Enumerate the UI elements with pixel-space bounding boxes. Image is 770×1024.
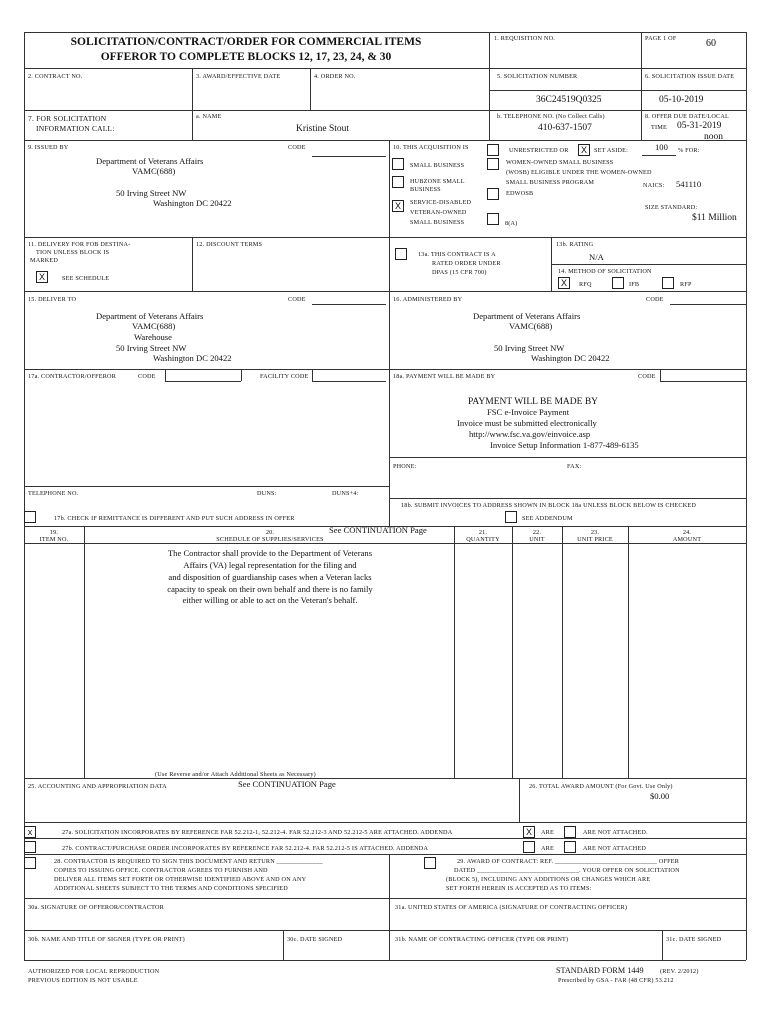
administered-by-line-4: 50 Irving Street NW bbox=[494, 343, 565, 353]
deliver-to-code-label: CODE bbox=[288, 296, 306, 303]
footer-revision: (REV. 2/2012) bbox=[660, 968, 699, 975]
rfq-label: RFQ bbox=[579, 281, 592, 288]
deliver-to-line-3: Warehouse bbox=[134, 332, 172, 342]
discount-terms-label: 12. DISCOUNT TERMS bbox=[196, 241, 263, 248]
clause-29-line-1: 29. AWARD OF CONTRACT: REF. _______________________________ OFFER bbox=[457, 858, 680, 865]
payment-title: PAYMENT WILL BE MADE BY bbox=[468, 397, 599, 407]
issued-by-line-4: 50 Irving Street NW bbox=[116, 188, 187, 198]
rated-order-label-3: DPAS (15 CFR 700) bbox=[432, 269, 487, 276]
offer-due-time: noon bbox=[704, 132, 723, 142]
col20-num: 20. bbox=[265, 529, 275, 536]
rating-value: N/A bbox=[589, 252, 604, 262]
form-title-line2: OFFEROR TO COMPLETE BLOCKS 12, 17, 23, 24, & 30 bbox=[100, 51, 392, 63]
total-award-amount: $0.00 bbox=[650, 791, 670, 801]
clause-27b-text: 27b. CONTRACT/PURCHASE ORDER INCORPORATES BY REFERENCE FAR 52.212-4. FAR 52.212-5 IS ATTACHED. ADDENDA bbox=[62, 845, 429, 852]
footer-authorized: AUTHORIZED FOR LOCAL REPRODUCTION bbox=[28, 968, 160, 975]
info-call-label-2: INFORMATION CALL: bbox=[36, 124, 115, 133]
col24-num: 24. bbox=[682, 529, 692, 536]
issue-date-label: 6. SOLICITATION ISSUE DATE bbox=[645, 73, 735, 80]
solicitation-no-label: 5. SOLICITATION NUMBER bbox=[497, 73, 578, 80]
naics-code: 541110 bbox=[676, 179, 702, 189]
col24-label: AMOUNT bbox=[672, 536, 702, 543]
hubzone-checkbox[interactable] bbox=[392, 176, 404, 188]
clause-28-line-3: DELIVER ALL ITEMS SET FORTH OR OTHERWISE IDENTIFIED ABOVE AND ON ANY bbox=[54, 876, 307, 883]
set-aside-checkbox[interactable]: X bbox=[578, 144, 590, 156]
administered-by-label: 16. ADMINISTERED BY bbox=[393, 296, 463, 303]
contract-no-label: 2. CONTRACT NO. bbox=[28, 73, 83, 80]
clause-27a-not-attached-label: ARE NOT ATTACHED. bbox=[583, 829, 648, 836]
col20-label: SCHEDULE OF SUPPLIES/SERVICES bbox=[216, 536, 324, 543]
clause-27a-checkbox[interactable]: x bbox=[24, 826, 36, 838]
issued-by-label: 9. ISSUED BY bbox=[28, 144, 69, 151]
remittance-label: 17b. CHECK IF REMITTANCE IS DIFFERENT AND PUT SUCH ADDRESS IN OFFER bbox=[54, 515, 295, 522]
deliver-to-line-1: Department of Veterans Affairs bbox=[96, 311, 204, 321]
payment-line-1: FSC e-Invoice Payment bbox=[487, 407, 570, 417]
size-standard-label: SIZE STANDARD: bbox=[645, 204, 698, 211]
col21-label: QUANTITY bbox=[466, 536, 500, 543]
col23-label: UNIT PRICE bbox=[577, 536, 613, 543]
sdvosb-label-1: SERVICE-DISABLED bbox=[410, 199, 472, 206]
payment-line-2: Invoice must be submitted electronically bbox=[457, 418, 597, 428]
accounting-continuation: See CONTINUATION Page bbox=[238, 779, 336, 789]
clause-28-line-2: COPIES TO ISSUING OFFICE. CONTRACTOR AGREES TO FURNISH AND bbox=[54, 867, 268, 874]
edwosb-checkbox[interactable] bbox=[487, 188, 499, 200]
offer-due-date: 05-31-2019 bbox=[677, 121, 722, 131]
deliver-to-line-4: 50 Irving Street NW bbox=[116, 343, 187, 353]
description-line-5: either willing or able to act on the Veteran's behalf. bbox=[182, 595, 358, 605]
description-line-1: The Contractor shall provide to the Department of Veterans bbox=[167, 548, 373, 558]
col19-label: ITEM NO. bbox=[39, 536, 69, 543]
rfp-checkbox[interactable] bbox=[662, 277, 674, 289]
size-standard: $11 Million bbox=[692, 213, 737, 223]
facility-code-label: FACILITY CODE bbox=[260, 373, 309, 380]
payment-phone-label: PHONE: bbox=[393, 463, 417, 470]
footer-prescribed: Prescribed by GSA - FAR (48 CFR) 53.212 bbox=[558, 977, 674, 984]
sdvosb-checkbox[interactable]: X bbox=[392, 200, 404, 212]
method-label: 14. METHOD OF SOLICITATION bbox=[558, 268, 652, 275]
small-business-label: SMALL BUSINESS bbox=[410, 162, 465, 169]
clause-27b-checkbox[interactable] bbox=[24, 841, 36, 853]
col22-label: UNIT bbox=[529, 536, 545, 543]
rfp-label: RFP bbox=[680, 281, 692, 288]
issued-by-line-2: VAMC(688) bbox=[132, 166, 176, 176]
submit-invoices-label: 18b. SUBMIT INVOICES TO ADDRESS SHOWN IN BLOCK 18a UNLESS BLOCK BELOW IS CHECKED bbox=[401, 502, 697, 509]
see-addendum-checkbox[interactable] bbox=[505, 511, 517, 523]
issued-by-line-1: Department of Veterans Affairs bbox=[96, 156, 204, 166]
payment-code-label: CODE bbox=[638, 373, 656, 380]
clause-27a-are-label: ARE bbox=[541, 829, 554, 836]
issued-by-line-5: Washington DC 20422 bbox=[153, 198, 232, 208]
total-award-label: 26. TOTAL AWARD AMOUNT (For Govt. Use Only) bbox=[529, 783, 673, 790]
col22-num: 22. bbox=[532, 529, 542, 536]
clause-27a-text: 27a. SOLICITATION INCORPORATES BY REFERENCE FAR 52.212-1, 52.212-4. FAR 52.212-3 AND 52.212-5 ARE ATTACHED. ADDENDA bbox=[62, 829, 453, 836]
contact-name: Kristine Stout bbox=[296, 124, 350, 134]
clause-29-checkbox[interactable] bbox=[424, 857, 436, 869]
rated-order-label-1: 13a. THIS CONTRACT IS A bbox=[418, 251, 496, 258]
form-title-line1: SOLICITATION/CONTRACT/ORDER FOR COMMERCIAL ITEMS bbox=[70, 36, 422, 48]
rated-order-label-2: RATED ORDER UNDER bbox=[432, 260, 501, 267]
description-line-2: Affairs (VA) legal representation for the filing and bbox=[183, 560, 357, 570]
issue-date: 05-10-2019 bbox=[659, 95, 704, 105]
small-business-checkbox[interactable] bbox=[392, 158, 404, 170]
description-line-4: capacity to speak on their own behalf and there is no family bbox=[167, 584, 373, 594]
administered-by-line-1: Department of Veterans Affairs bbox=[473, 311, 581, 321]
see-addendum-label: SEE ADDENDUM bbox=[522, 515, 573, 522]
wosb-label-2: (WOSB) ELIGIBLE UNDER THE WOMEN-OWNED bbox=[506, 169, 652, 176]
rfq-checkbox[interactable]: X bbox=[558, 277, 570, 289]
rated-order-checkbox[interactable] bbox=[395, 248, 407, 260]
offer-due-label: 8. OFFER DUE DATE/LOCAL bbox=[645, 113, 730, 120]
time-label: TIME bbox=[651, 124, 667, 131]
description-line-3: and disposition of guardianship cases when a Veteran lacks bbox=[168, 572, 372, 582]
telephone-label: b. TELEPHONE NO. (No Collect Calls) bbox=[497, 113, 605, 120]
officer-date-label: 31c. DATE SIGNED bbox=[666, 936, 722, 943]
issued-by-code-label: CODE bbox=[288, 144, 306, 151]
payment-label: 18a. PAYMENT WILL BE MADE BY bbox=[393, 373, 496, 380]
col21-num: 21. bbox=[478, 529, 488, 536]
eight-a-checkbox[interactable] bbox=[487, 213, 499, 225]
wosb-label-1: WOMEN-OWNED SMALL BUSINESS bbox=[506, 159, 614, 166]
footer-form-name: STANDARD FORM 1449 bbox=[556, 966, 644, 975]
clause-28-checkbox[interactable] bbox=[24, 857, 36, 869]
award-date-label: 3. AWARD/EFFECTIVE DATE bbox=[196, 73, 281, 80]
officer-name-label: 31b. NAME OF CONTRACTING OFFICER (TYPE OR PRINT) bbox=[395, 936, 569, 943]
delivery-label-2: TION UNLESS BLOCK IS bbox=[36, 249, 110, 256]
deliver-to-label: 15. DELIVER TO bbox=[28, 296, 77, 303]
unrestricted-checkbox[interactable] bbox=[487, 144, 499, 156]
administered-by-line-5: Washington DC 20422 bbox=[531, 353, 610, 363]
clause-27a-not-attached-checkbox[interactable] bbox=[564, 826, 576, 838]
payment-line-3: http://www.fsc.va.gov/einvoice.asp bbox=[469, 429, 591, 439]
ifb-checkbox[interactable] bbox=[612, 277, 624, 289]
duns-label: DUNS: bbox=[257, 490, 277, 497]
remittance-checkbox[interactable] bbox=[24, 511, 36, 523]
name-label: a. NAME bbox=[196, 113, 222, 120]
administered-by-code-label: CODE bbox=[646, 296, 664, 303]
info-call-label-1: 7. FOR SOLICITATION bbox=[28, 114, 107, 123]
rating-label: 13b. RATING bbox=[556, 241, 594, 248]
clause-27b-not-attached-checkbox[interactable] bbox=[564, 841, 576, 853]
clause-29-line-2: DATED _______________________________. YOUR OFFER ON SOLICITATION bbox=[454, 867, 680, 874]
sdvosb-label-2: VETERAN-OWNED bbox=[410, 209, 467, 216]
delivery-label-3: MARKED bbox=[30, 257, 59, 264]
administered-by-line-2: VAMC(688) bbox=[509, 321, 553, 331]
set-aside-percent: 100 bbox=[655, 142, 668, 152]
signature-offeror-label: 30a. SIGNATURE OF OFFEROR/CONTRACTOR bbox=[28, 904, 165, 911]
signature-officer-label: 31a. UNITED STATES OF AMERICA (SIGNATURE OF CONTRACTING OFFICER) bbox=[395, 904, 628, 911]
col19-num: 19. bbox=[49, 529, 59, 536]
sdvosb-label-3: SMALL BUSINESS bbox=[410, 219, 465, 226]
unrestricted-label: UNRESTRICTED OR bbox=[509, 147, 569, 154]
signer-date-label: 30c. DATE SIGNED bbox=[287, 936, 343, 943]
duns4-label: DUNS+4: bbox=[332, 490, 359, 497]
page-count: 60 bbox=[706, 38, 716, 49]
clause-27b-are-checkbox[interactable] bbox=[523, 841, 535, 853]
payment-line-4: Invoice Setup Information 1-877-489-6135 bbox=[490, 440, 639, 450]
hubzone-label-1: HUBZONE SMALL bbox=[410, 178, 465, 185]
page-label: PAGE 1 OF bbox=[645, 35, 677, 42]
clause-27a-are-checkbox[interactable]: X bbox=[523, 826, 535, 838]
order-no-label: 4. ORDER NO. bbox=[314, 73, 356, 80]
clause-28-line-4: ADDITIONAL SHEETS SUBJECT TO THE TERMS AND CONDITIONS SPECIFIED bbox=[54, 885, 288, 892]
solicitation-no: 36C24519Q0325 bbox=[536, 95, 602, 105]
contractor-label: 17a. CONTRACTOR/OFFEROR bbox=[28, 373, 117, 380]
reverse-note: (Use Reverse and/or Attach Additional Sheets as Necessary) bbox=[155, 771, 316, 778]
accounting-label: 25. ACCOUNTING AND APPROPRIATION DATA bbox=[28, 783, 167, 790]
clause-29-line-4: SET FORTH HEREIN IS ACCEPTED AS TO ITEMS: bbox=[446, 885, 592, 892]
see-schedule-label: SEE SCHEDULE bbox=[62, 275, 110, 282]
naics-label: NAICS: bbox=[643, 182, 665, 189]
edwosb-label: EDWOSB bbox=[506, 190, 534, 197]
deliver-to-line-2: VAMC(688) bbox=[132, 321, 176, 331]
footer-previous-edition: PREVIOUS EDITION IS NOT USABLE bbox=[28, 977, 138, 984]
deliver-to-line-5: Washington DC 20422 bbox=[153, 353, 232, 363]
eight-a-label: 8(A) bbox=[505, 220, 518, 227]
schedule-continuation: See CONTINUATION Page bbox=[329, 525, 427, 535]
hubzone-label-2: BUSINESS bbox=[410, 186, 441, 193]
telephone-no-label: TELEPHONE NO. bbox=[28, 490, 79, 497]
clause-27b-are-label: ARE bbox=[541, 845, 554, 852]
set-aside-label: SET ASIDE: bbox=[594, 147, 629, 154]
signer-name-label: 30b. NAME AND TITLE OF SIGNER (TYPE OR PRINT) bbox=[28, 936, 185, 943]
percent-for-label: % FOR: bbox=[678, 147, 700, 154]
requisition-label: 1. REQUISITION NO. bbox=[494, 35, 556, 42]
telephone-number: 410-637-1507 bbox=[538, 123, 592, 133]
payment-fax-label: FAX: bbox=[567, 463, 582, 470]
see-schedule-checkbox[interactable]: X bbox=[36, 271, 48, 283]
clause-29-line-3: (BLOCK 5), INCLUDING ANY ADDITIONS OR CHANGES WHICH ARE bbox=[446, 876, 651, 883]
delivery-label-1: 11. DELIVERY FOR FOB DESTINA- bbox=[28, 241, 131, 248]
ifb-label: IFB bbox=[629, 281, 640, 288]
wosb-label-3: SMALL BUSINESS PROGRAM bbox=[506, 179, 595, 186]
acquisition-label: 10. THIS ACQUISITION IS bbox=[393, 144, 469, 151]
wosb-checkbox[interactable] bbox=[487, 158, 499, 170]
clause-28-line-1: 28. CONTRACTOR IS REQUIRED TO SIGN THIS DOCUMENT AND RETURN ______________ bbox=[54, 858, 323, 865]
clause-27b-not-attached-label: ARE NOT ATTACHED bbox=[583, 845, 647, 852]
contractor-code-label: CODE bbox=[138, 373, 156, 380]
col23-num: 23. bbox=[590, 529, 600, 536]
